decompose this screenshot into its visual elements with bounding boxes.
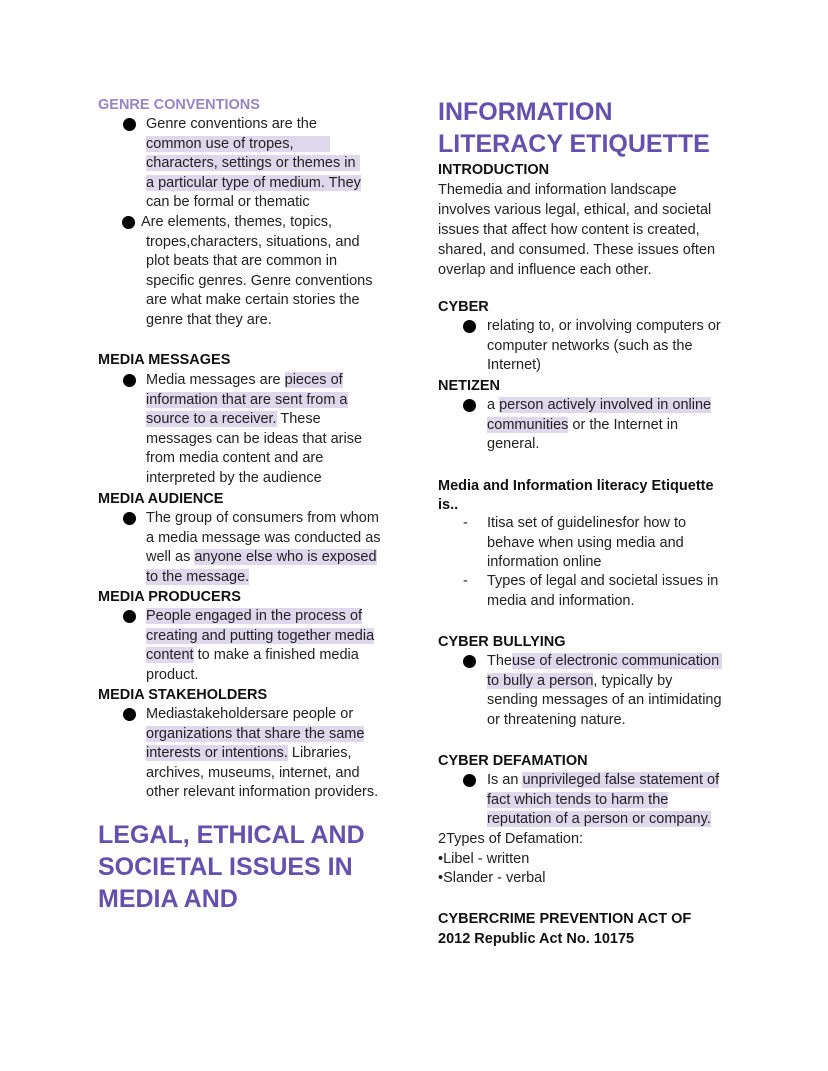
bullet-icon [463, 320, 476, 333]
netizen-heading: NETIZEN [438, 378, 501, 394]
genre-conventions-heading: GENRE CONVENTIONS [98, 97, 260, 113]
highlighted-text: organizations that share the same [146, 725, 365, 742]
genre-conventions-bullet-2: Are elements, themes, topics, tropes,characters, situations, and plot beats that are common in specific genres. Genre conventions are what make certain stories the genre that they are. [98, 213, 408, 333]
media-audience-bullet: The group of consumers from whom a media message was conducted as well as anyone else who is exposed to the message. [98, 509, 408, 589]
information-literacy-etiquette-title: INFORMATION LITERACY ETIQUETTE [438, 98, 710, 158]
defamation-types: 2Types of Defamation: •Libel - written •Slander - verbal [438, 831, 584, 886]
media-producers-heading: MEDIA PRODUCERS [98, 589, 241, 605]
cyber-heading: CYBER [438, 299, 489, 315]
introduction-paragraph: Themedia and information landscape involves various legal, ethical, and societal issues that affect how content is created, shared, and consumed. These issues often overlap and influence each other. [438, 182, 716, 278]
highlighted-text: characters, settings or themes in [146, 155, 360, 171]
highlighted-text: source to a receiver. [146, 411, 277, 427]
highlighted-text: content [146, 647, 194, 663]
dash-bullet-icon: - [463, 515, 468, 531]
highlighted-text: information that are sent from a [146, 391, 348, 408]
media-stakeholders-bullet: Mediastakeholdersare people or organizations that share the same interests or intentions. Libraries, archives, museums, internet, and other relevant information providers. [98, 705, 408, 805]
cyber-defamation-heading: CYBER DEFAMATION [438, 753, 588, 769]
bullet-icon [123, 118, 136, 131]
dash-bullet-icon: - [463, 573, 468, 589]
highlighted-text: People engaged in the process of [146, 608, 363, 624]
bullet-icon [463, 774, 476, 787]
media-stakeholders-heading: MEDIA STAKEHOLDERS [98, 687, 268, 703]
introduction-heading: INTRODUCTION [438, 162, 550, 178]
media-messages-heading: MEDIA MESSAGES [98, 352, 231, 368]
etiquette-item-2: - Types of legal and societal issues in media and information. [463, 573, 719, 609]
highlighted-text: to bully a person [487, 672, 594, 689]
etiquette-heading: Media and Information literacy Etiquette is.. [438, 478, 714, 513]
media-messages-bullet: Media messages are pieces of information that are sent from a source to a receiver. These messages can be ideas that arise from media content and are interpreted by the audience [98, 371, 408, 491]
bullet-icon [122, 216, 135, 229]
cyber-bullying-bullet: Theuse of electronic communication to bully a person, typically by sending messages of an intimidating or threatening nature. [438, 652, 748, 732]
cyber-defamation-bullet: Is an unprivileged false statement of fact which tends to harm the reputation of a person or company. [438, 771, 748, 831]
bullet-icon [463, 655, 476, 668]
bullet-icon [123, 512, 136, 525]
etiquette-item-1: - Itisa set of guidelinesfor how to behave when using media and information online [463, 515, 687, 570]
highlighted-text: communities [487, 416, 569, 433]
bullet-icon [463, 399, 476, 412]
highlighted-text: use of electronic communication [512, 653, 722, 669]
highlighted-text: creating and putting together media [146, 627, 375, 644]
highlighted-text: to the message. [146, 568, 250, 585]
media-producers-bullet: People engaged in the process of creating and putting together media content to make a finished media product. [98, 607, 408, 687]
slander-item: •Slander - verbal [438, 870, 546, 886]
highlighted-text: fact which tends to harm the [487, 791, 669, 808]
highlighted-text: interests or intentions. [146, 745, 288, 761]
cybercrime-prevention-act-heading: CYBERCRIME PREVENTION ACT OF 2012 Republic Act No. 10175 [438, 911, 692, 947]
highlighted-text: anyone else who is exposed [194, 549, 377, 565]
cyber-bullying-heading: CYBER BULLYING [438, 634, 566, 650]
highlighted-text: a particular type of medium. They [146, 174, 361, 191]
cyber-bullet: relating to, or involving computers or computer networks (such as the Internet) [438, 317, 748, 377]
highlighted-text: person actively involved in online [499, 397, 712, 413]
highlighted-text: pieces of [284, 372, 343, 388]
highlighted-text: reputation of a person or company. [487, 811, 711, 827]
highlighted-text: unprivileged false statement of [522, 772, 720, 788]
legal-ethical-societal-heading: LEGAL, ETHICAL AND SOCIETAL ISSUES IN MEDIA AND [98, 821, 365, 913]
netizen-bullet: a person actively involved in online communities or the Internet in general. [438, 396, 748, 456]
bullet-icon [123, 374, 136, 387]
highlighted-text: common use of tropes, [146, 136, 330, 152]
bullet-icon [123, 708, 136, 721]
libel-item: •Libel - written [438, 850, 530, 867]
genre-conventions-bullet-1: Genre conventions are the common use of tropes, characters, settings or themes in a particular type of medium. They can be formal or thematic [98, 115, 408, 215]
bullet-icon [123, 610, 136, 623]
media-audience-heading: MEDIA AUDIENCE [98, 491, 224, 507]
